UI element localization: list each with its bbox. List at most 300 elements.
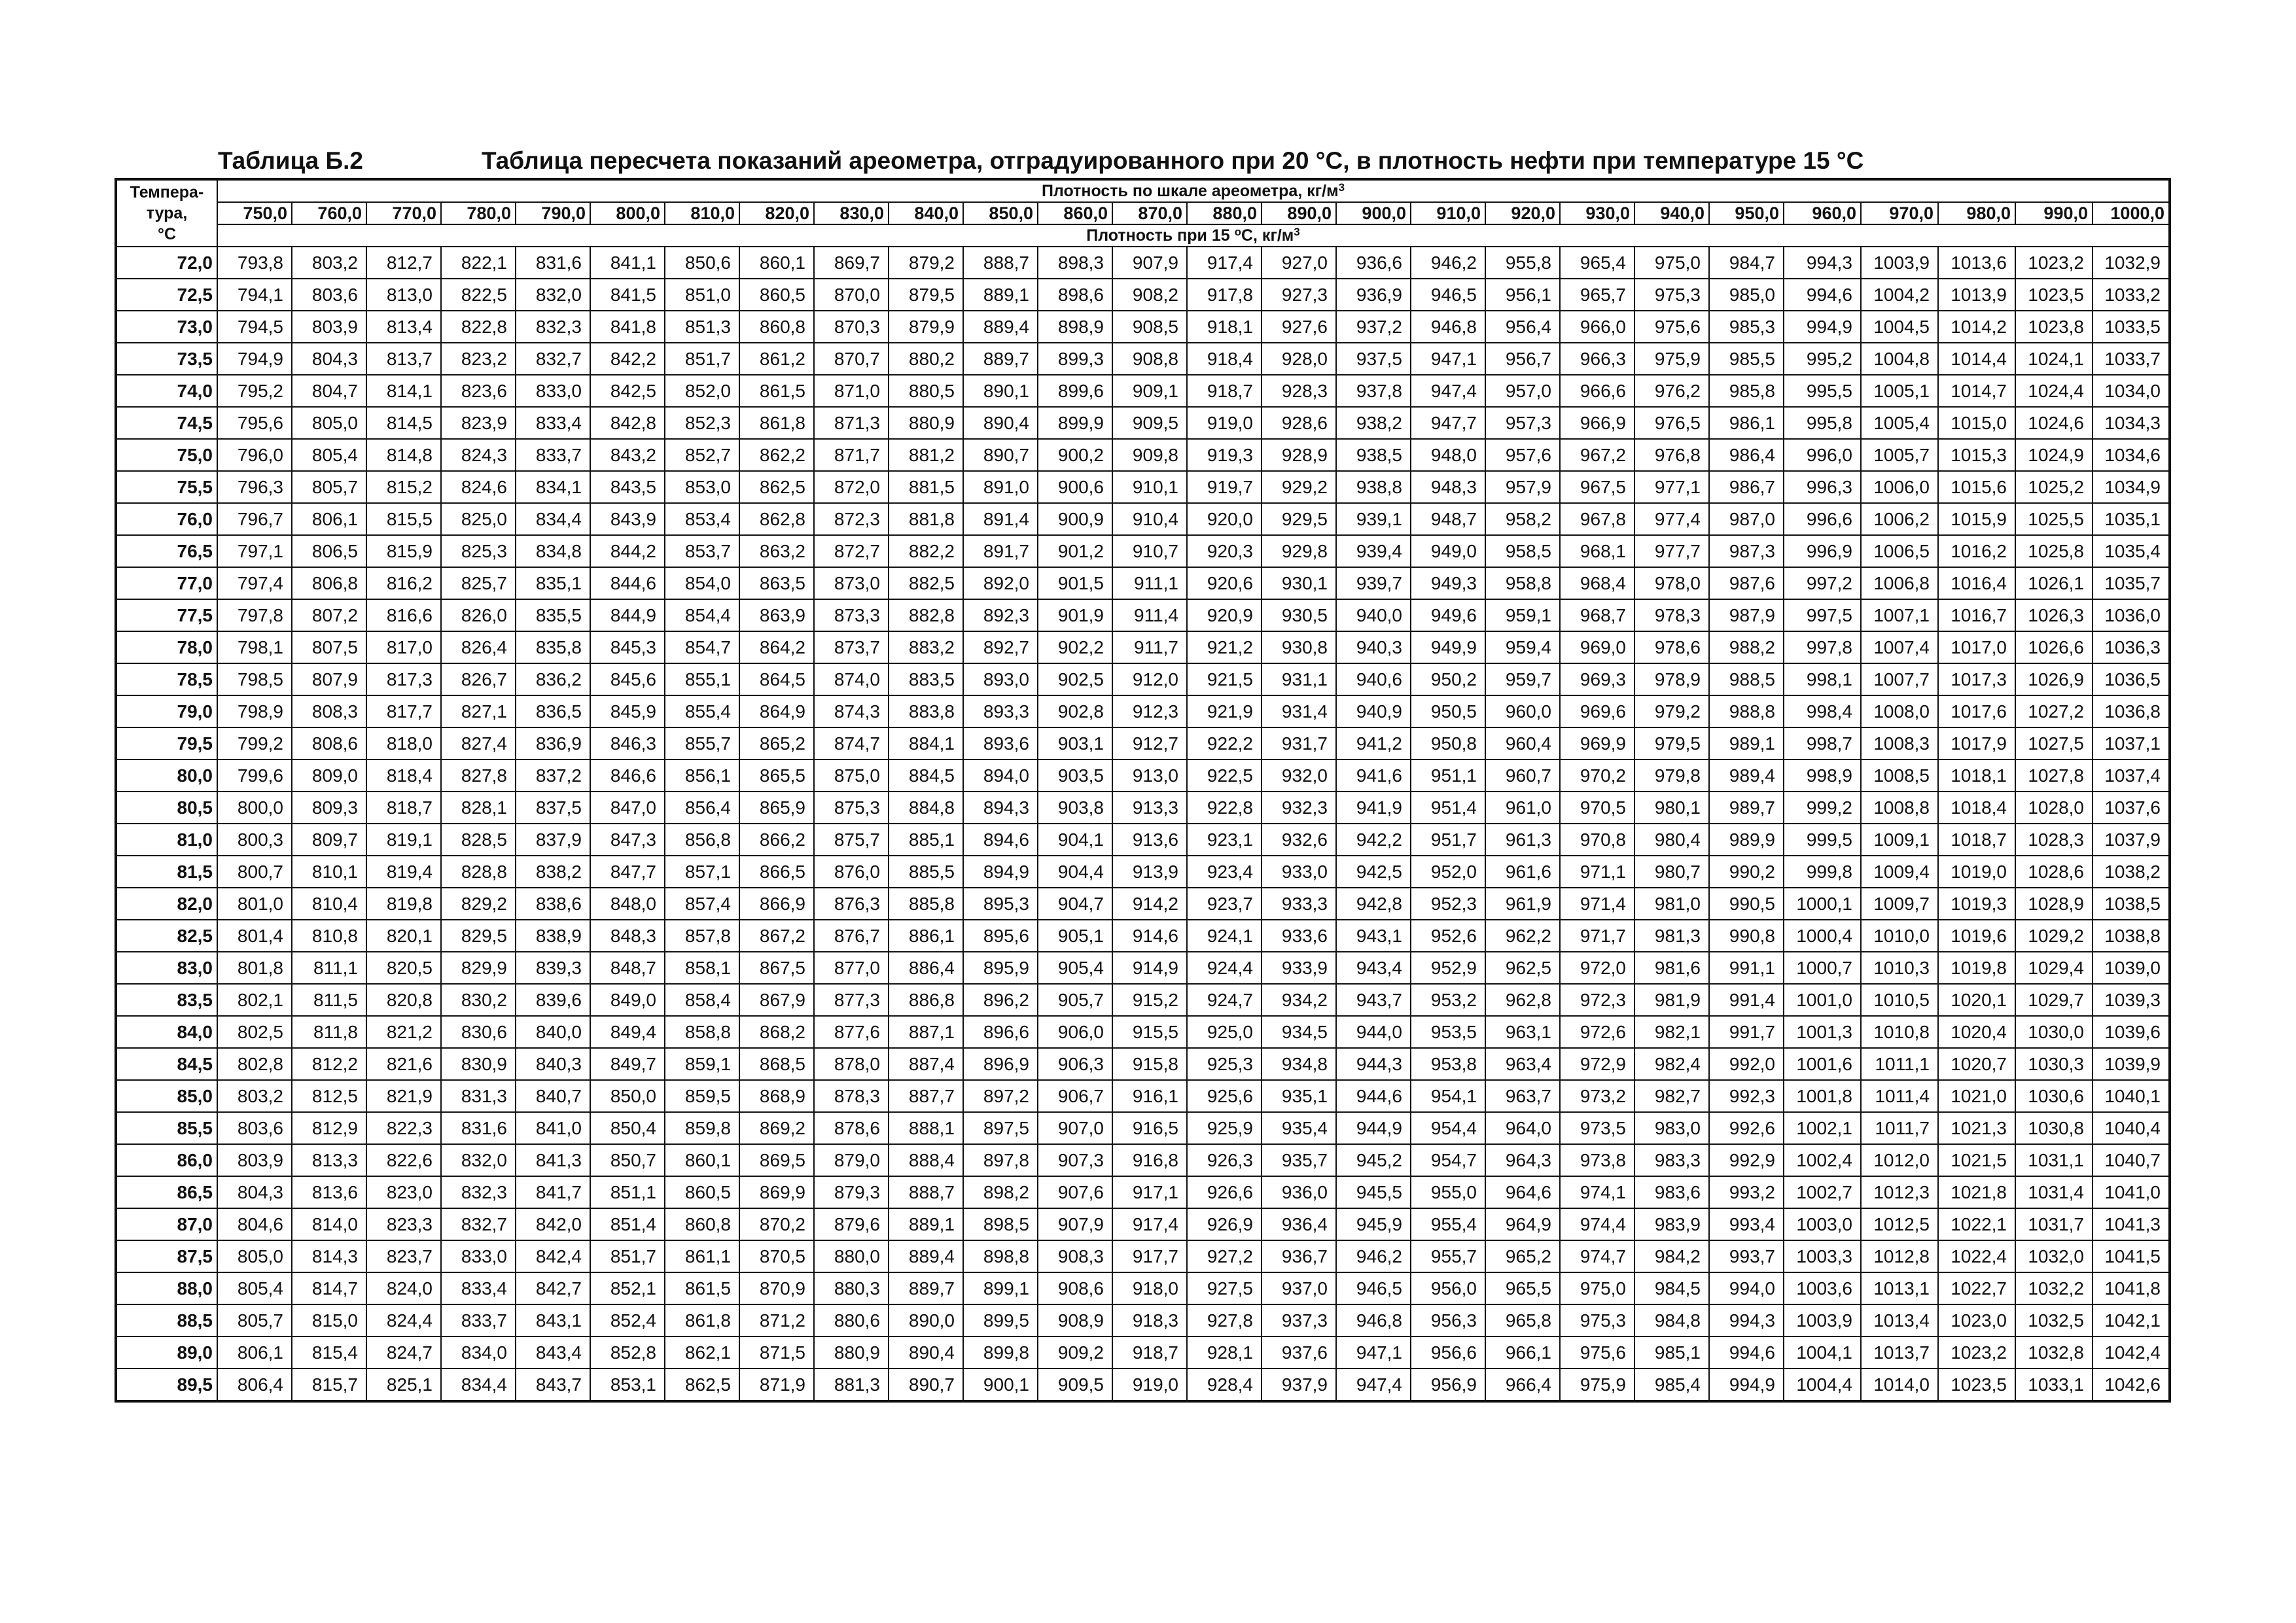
density-cell: 853,4 bbox=[665, 503, 739, 535]
density-cell: 1002,1 bbox=[1784, 1112, 1861, 1144]
density-cell: 987,3 bbox=[1709, 535, 1784, 567]
density-cell: 895,3 bbox=[963, 888, 1038, 920]
density-cell: 922,8 bbox=[1187, 792, 1262, 824]
density-cell: 860,8 bbox=[739, 311, 814, 343]
density-cell: 949,3 bbox=[1411, 567, 1485, 599]
scale-column-header: 840,0 bbox=[889, 202, 963, 224]
density-cell: 823,3 bbox=[366, 1208, 441, 1240]
scale-column-header: 780,0 bbox=[441, 202, 516, 224]
density-cell: 944,0 bbox=[1336, 1016, 1411, 1048]
density-cell: 840,3 bbox=[516, 1048, 590, 1080]
temperature-cell: 86,5 bbox=[116, 1176, 217, 1208]
density-cell: 900,2 bbox=[1038, 439, 1112, 471]
density-cell: 864,2 bbox=[739, 631, 814, 663]
density-cell: 948,7 bbox=[1411, 503, 1485, 535]
density-cell: 1015,0 bbox=[1938, 407, 2015, 439]
density-cell: 993,2 bbox=[1709, 1176, 1784, 1208]
density-cell: 1021,0 bbox=[1938, 1080, 2015, 1112]
density-cell: 921,9 bbox=[1187, 695, 1262, 727]
density-cell: 956,3 bbox=[1411, 1304, 1485, 1336]
density-cell: 974,4 bbox=[1560, 1208, 1634, 1240]
density-cell: 850,6 bbox=[665, 247, 739, 279]
density-cell: 1030,0 bbox=[2015, 1016, 2093, 1048]
density-cell: 1037,4 bbox=[2093, 759, 2170, 792]
density-cell: 845,3 bbox=[590, 631, 665, 663]
density-cell: 951,7 bbox=[1411, 824, 1485, 856]
density-cell: 1036,0 bbox=[2093, 599, 2170, 631]
temperature-cell: 72,0 bbox=[116, 247, 217, 279]
density-cell: 979,2 bbox=[1634, 695, 1709, 727]
density-cell: 857,8 bbox=[665, 920, 739, 952]
density-cell: 844,2 bbox=[590, 535, 665, 567]
density-cell: 1041,8 bbox=[2093, 1272, 2170, 1304]
density-cell: 879,9 bbox=[889, 311, 963, 343]
density-cell: 946,2 bbox=[1411, 247, 1485, 279]
density-cell: 1023,5 bbox=[1938, 1369, 2015, 1401]
density-cell: 926,3 bbox=[1187, 1144, 1262, 1176]
density-cell: 917,8 bbox=[1187, 279, 1262, 311]
density-cell: 953,5 bbox=[1411, 1016, 1485, 1048]
density-cell: 990,5 bbox=[1709, 888, 1784, 920]
density-cell: 843,1 bbox=[516, 1304, 590, 1336]
density-cell: 988,2 bbox=[1709, 631, 1784, 663]
density-cell: 816,6 bbox=[366, 599, 441, 631]
density-cell: 893,0 bbox=[963, 663, 1038, 695]
density-cell: 893,6 bbox=[963, 727, 1038, 759]
temperature-cell: 82,0 bbox=[116, 888, 217, 920]
temperature-cell: 76,0 bbox=[116, 503, 217, 535]
density-cell: 960,7 bbox=[1485, 759, 1560, 792]
density-cell: 896,2 bbox=[963, 984, 1038, 1016]
density-cell: 989,9 bbox=[1709, 824, 1784, 856]
density-cell: 991,7 bbox=[1709, 1016, 1784, 1048]
density-cell: 822,8 bbox=[441, 311, 516, 343]
degree-superscript: o bbox=[1234, 226, 1241, 238]
density-cell: 1003,9 bbox=[1861, 247, 1938, 279]
density-cell: 1017,3 bbox=[1938, 663, 2015, 695]
density-cell: 1003,3 bbox=[1784, 1240, 1861, 1272]
density-cell: 852,4 bbox=[590, 1304, 665, 1336]
density-cell: 905,1 bbox=[1038, 920, 1112, 952]
density-cell: 887,7 bbox=[889, 1080, 963, 1112]
density-cell: 881,2 bbox=[889, 439, 963, 471]
density-cell: 815,7 bbox=[292, 1369, 366, 1401]
density-cell: 844,9 bbox=[590, 599, 665, 631]
density-cell: 977,7 bbox=[1634, 535, 1709, 567]
table-row bbox=[116, 1208, 2170, 1240]
density-cell: 930,8 bbox=[1262, 631, 1336, 663]
density-cell: 957,3 bbox=[1485, 407, 1560, 439]
density-cell: 933,9 bbox=[1262, 952, 1336, 984]
density-cell: 1002,7 bbox=[1784, 1176, 1861, 1208]
density-cell: 1036,3 bbox=[2093, 631, 2170, 663]
density-cell: 996,0 bbox=[1784, 439, 1861, 471]
density-cell: 873,3 bbox=[814, 599, 889, 631]
density-cell: 804,3 bbox=[217, 1176, 292, 1208]
density-cell: 885,1 bbox=[889, 824, 963, 856]
density-cell: 918,0 bbox=[1112, 1272, 1187, 1304]
density-cell: 990,2 bbox=[1709, 856, 1784, 888]
density-cell: 860,1 bbox=[739, 247, 814, 279]
density-cell: 1032,5 bbox=[2015, 1304, 2093, 1336]
density-cell: 971,4 bbox=[1560, 888, 1634, 920]
density-cell: 838,6 bbox=[516, 888, 590, 920]
density-cell: 819,4 bbox=[366, 856, 441, 888]
density-cell: 798,5 bbox=[217, 663, 292, 695]
density-cell: 1030,8 bbox=[2015, 1112, 2093, 1144]
density-cell: 894,9 bbox=[963, 856, 1038, 888]
density-cell: 931,4 bbox=[1262, 695, 1336, 727]
temperature-cell: 86,0 bbox=[116, 1144, 217, 1176]
density-cell: 979,5 bbox=[1634, 727, 1709, 759]
density-cell: 1036,8 bbox=[2093, 695, 2170, 727]
density-cell: 842,0 bbox=[516, 1208, 590, 1240]
density-cell: 887,1 bbox=[889, 1016, 963, 1048]
density-cell: 914,9 bbox=[1112, 952, 1187, 984]
density-cell: 892,3 bbox=[963, 599, 1038, 631]
density-cell: 903,8 bbox=[1038, 792, 1112, 824]
density-cell: 827,4 bbox=[441, 727, 516, 759]
table-row bbox=[116, 599, 2170, 631]
density-cell: 925,9 bbox=[1187, 1112, 1262, 1144]
density-cell: 832,7 bbox=[441, 1208, 516, 1240]
density-cell: 1006,2 bbox=[1861, 503, 1938, 535]
density-cell: 840,0 bbox=[516, 1016, 590, 1048]
density-cell: 904,7 bbox=[1038, 888, 1112, 920]
temperature-cell: 77,5 bbox=[116, 599, 217, 631]
header-row-density15 bbox=[116, 224, 2170, 247]
density-cell: 991,4 bbox=[1709, 984, 1784, 1016]
density-cell: 1012,0 bbox=[1861, 1144, 1938, 1176]
header-row-scale-columns bbox=[116, 202, 2170, 224]
density-cell: 975,3 bbox=[1560, 1304, 1634, 1336]
density-cell: 807,9 bbox=[292, 663, 366, 695]
density-cell: 907,9 bbox=[1038, 1208, 1112, 1240]
density-cell: 808,3 bbox=[292, 695, 366, 727]
table-row bbox=[116, 695, 2170, 727]
density-cell: 963,1 bbox=[1485, 1016, 1560, 1048]
density-cell: 811,1 bbox=[292, 952, 366, 984]
density-cell: 942,5 bbox=[1336, 856, 1411, 888]
density-cell: 975,6 bbox=[1560, 1336, 1634, 1369]
density-cell: 1013,7 bbox=[1861, 1336, 1938, 1369]
density-cell: 879,3 bbox=[814, 1176, 889, 1208]
density-cell: 913,3 bbox=[1112, 792, 1187, 824]
density-cell: 997,8 bbox=[1784, 631, 1861, 663]
density-cell: 1024,6 bbox=[2015, 407, 2093, 439]
cube-superscript-2: 3 bbox=[1294, 226, 1300, 238]
density-cell: 817,7 bbox=[366, 695, 441, 727]
scale-column-header: 900,0 bbox=[1336, 202, 1411, 224]
density-cell: 1028,3 bbox=[2015, 824, 2093, 856]
density-cell: 950,2 bbox=[1411, 663, 1485, 695]
density-cell: 831,6 bbox=[516, 247, 590, 279]
density-cell: 833,4 bbox=[516, 407, 590, 439]
density-cell: 799,6 bbox=[217, 759, 292, 792]
table-row bbox=[116, 1272, 2170, 1304]
density-cell: 899,5 bbox=[963, 1304, 1038, 1336]
density-cell: 918,7 bbox=[1187, 375, 1262, 407]
density-cell: 939,4 bbox=[1336, 535, 1411, 567]
density-cell: 932,6 bbox=[1262, 824, 1336, 856]
density-cell: 987,9 bbox=[1709, 599, 1784, 631]
density-cell: 972,0 bbox=[1560, 952, 1634, 984]
density-cell: 822,6 bbox=[366, 1144, 441, 1176]
density-cell: 1022,4 bbox=[1938, 1240, 2015, 1272]
density-cell: 859,5 bbox=[665, 1080, 739, 1112]
density-cell: 825,7 bbox=[441, 567, 516, 599]
density-cell: 905,4 bbox=[1038, 952, 1112, 984]
density-cell: 907,0 bbox=[1038, 1112, 1112, 1144]
density-cell: 973,2 bbox=[1560, 1080, 1634, 1112]
density-cell: 841,5 bbox=[590, 279, 665, 311]
temperature-cell: 75,5 bbox=[116, 471, 217, 503]
density-cell: 909,5 bbox=[1038, 1369, 1112, 1401]
density-cell: 806,8 bbox=[292, 567, 366, 599]
density-cell: 822,1 bbox=[441, 247, 516, 279]
density-cell: 1008,5 bbox=[1861, 759, 1938, 792]
density-cell: 879,5 bbox=[889, 279, 963, 311]
density-cell: 944,6 bbox=[1336, 1080, 1411, 1112]
density-cell: 852,0 bbox=[665, 375, 739, 407]
density-cell: 962,8 bbox=[1485, 984, 1560, 1016]
density-cell: 992,6 bbox=[1709, 1112, 1784, 1144]
density-cell: 999,8 bbox=[1784, 856, 1861, 888]
density-cell: 937,9 bbox=[1262, 1369, 1336, 1401]
density-cell: 1010,3 bbox=[1861, 952, 1938, 984]
table-row bbox=[116, 1048, 2170, 1080]
scale-column-header: 830,0 bbox=[814, 202, 889, 224]
density-cell: 1036,5 bbox=[2093, 663, 2170, 695]
density-cell: 965,8 bbox=[1485, 1304, 1560, 1336]
density-cell: 1032,8 bbox=[2015, 1336, 2093, 1369]
density-cell: 800,3 bbox=[217, 824, 292, 856]
density-cell: 948,3 bbox=[1411, 471, 1485, 503]
density-cell: 806,1 bbox=[217, 1336, 292, 1369]
table-row bbox=[116, 1336, 2170, 1369]
density-cell: 823,9 bbox=[441, 407, 516, 439]
density-cell: 1015,3 bbox=[1938, 439, 2015, 471]
density-cell: 930,5 bbox=[1262, 599, 1336, 631]
density-cell: 942,2 bbox=[1336, 824, 1411, 856]
density-cell: 985,3 bbox=[1709, 311, 1784, 343]
density-cell: 870,0 bbox=[814, 279, 889, 311]
density-cell: 902,5 bbox=[1038, 663, 1112, 695]
density-cell: 944,3 bbox=[1336, 1048, 1411, 1080]
density-cell: 793,8 bbox=[217, 247, 292, 279]
density-cell: 894,0 bbox=[963, 759, 1038, 792]
temperature-cell: 82,5 bbox=[116, 920, 217, 952]
density-cell: 840,7 bbox=[516, 1080, 590, 1112]
density-cell: 867,9 bbox=[739, 984, 814, 1016]
density-cell: 875,3 bbox=[814, 792, 889, 824]
density-cell: 955,0 bbox=[1411, 1176, 1485, 1208]
density-cell: 1007,4 bbox=[1861, 631, 1938, 663]
density-cell: 819,1 bbox=[366, 824, 441, 856]
density-cell: 910,4 bbox=[1112, 503, 1187, 535]
density-cell: 818,4 bbox=[366, 759, 441, 792]
table-title bbox=[218, 143, 2050, 179]
density-cell: 965,2 bbox=[1485, 1240, 1560, 1272]
scale-column-header: 890,0 bbox=[1262, 202, 1336, 224]
density-cell: 1015,9 bbox=[1938, 503, 2015, 535]
density-cell: 814,3 bbox=[292, 1240, 366, 1272]
temperature-cell: 79,5 bbox=[116, 727, 217, 759]
density-cell: 843,2 bbox=[590, 439, 665, 471]
density-cell: 1009,4 bbox=[1861, 856, 1938, 888]
density-cell: 937,2 bbox=[1336, 311, 1411, 343]
density-cell: 810,4 bbox=[292, 888, 366, 920]
density-cell: 843,4 bbox=[516, 1336, 590, 1369]
density-cell: 859,1 bbox=[665, 1048, 739, 1080]
density-cell: 828,5 bbox=[441, 824, 516, 856]
density-cell: 891,4 bbox=[963, 503, 1038, 535]
density-cell: 896,6 bbox=[963, 1016, 1038, 1048]
density-cell: 1042,6 bbox=[2093, 1369, 2170, 1401]
density-cell: 834,8 bbox=[516, 535, 590, 567]
density-cell: 860,5 bbox=[739, 279, 814, 311]
density-cell: 925,6 bbox=[1187, 1080, 1262, 1112]
density-cell: 923,4 bbox=[1187, 856, 1262, 888]
density-cell: 952,6 bbox=[1411, 920, 1485, 952]
density-cell: 876,3 bbox=[814, 888, 889, 920]
density-cell: 1025,2 bbox=[2015, 471, 2093, 503]
density-cell: 899,1 bbox=[963, 1272, 1038, 1304]
density-cell: 1010,0 bbox=[1861, 920, 1938, 952]
density-cell: 825,3 bbox=[441, 535, 516, 567]
density-cell: 845,6 bbox=[590, 663, 665, 695]
density-cell: 995,8 bbox=[1784, 407, 1861, 439]
density-cell: 940,0 bbox=[1336, 599, 1411, 631]
density-cell: 965,5 bbox=[1485, 1272, 1560, 1304]
density-cell: 851,3 bbox=[665, 311, 739, 343]
table-number: Таблица Б.2 bbox=[218, 147, 363, 174]
density-cell: 898,9 bbox=[1038, 311, 1112, 343]
density-cell: 1028,9 bbox=[2015, 888, 2093, 920]
table-row bbox=[116, 1144, 2170, 1176]
density-cell: 881,8 bbox=[889, 503, 963, 535]
density-cell: 1038,2 bbox=[2093, 856, 2170, 888]
density-cell: 848,3 bbox=[590, 920, 665, 952]
density-cell: 972,3 bbox=[1560, 984, 1634, 1016]
density-cell: 920,9 bbox=[1187, 599, 1262, 631]
density-cell: 868,2 bbox=[739, 1016, 814, 1048]
density-cell: 952,0 bbox=[1411, 856, 1485, 888]
density-cell: 961,9 bbox=[1485, 888, 1560, 920]
density-cell: 903,1 bbox=[1038, 727, 1112, 759]
density-cell: 811,5 bbox=[292, 984, 366, 1016]
density-cell: 1001,8 bbox=[1784, 1080, 1861, 1112]
density-cell: 852,7 bbox=[665, 439, 739, 471]
density-cell: 947,1 bbox=[1336, 1336, 1411, 1369]
density-cell: 844,6 bbox=[590, 567, 665, 599]
density-cell: 800,7 bbox=[217, 856, 292, 888]
density-cell: 968,7 bbox=[1560, 599, 1634, 631]
density-cell: 1027,2 bbox=[2015, 695, 2093, 727]
density-cell: 952,3 bbox=[1411, 888, 1485, 920]
density-cell: 927,0 bbox=[1262, 247, 1336, 279]
density-cell: 904,4 bbox=[1038, 856, 1112, 888]
density-cell: 801,0 bbox=[217, 888, 292, 920]
density-cell: 995,2 bbox=[1784, 343, 1861, 375]
density-cell: 861,8 bbox=[739, 407, 814, 439]
density-cell: 1013,1 bbox=[1861, 1272, 1938, 1304]
density-cell: 946,5 bbox=[1336, 1272, 1411, 1304]
density-cell: 1042,4 bbox=[2093, 1336, 2170, 1369]
density-cell: 1011,4 bbox=[1861, 1080, 1938, 1112]
density-cell: 871,7 bbox=[814, 439, 889, 471]
scale-column-header: 970,0 bbox=[1861, 202, 1938, 224]
density-cell: 963,7 bbox=[1485, 1080, 1560, 1112]
density-cell: 889,4 bbox=[889, 1240, 963, 1272]
density-cell: 888,7 bbox=[963, 247, 1038, 279]
density-cell: 974,1 bbox=[1560, 1176, 1634, 1208]
density-cell: 866,2 bbox=[739, 824, 814, 856]
density-cell: 813,0 bbox=[366, 279, 441, 311]
scale-column-header: 980,0 bbox=[1938, 202, 2015, 224]
density-cell: 804,7 bbox=[292, 375, 366, 407]
density-cell: 949,6 bbox=[1411, 599, 1485, 631]
density-cell: 994,3 bbox=[1784, 247, 1861, 279]
density-cell: 896,9 bbox=[963, 1048, 1038, 1080]
density-cell: 869,7 bbox=[814, 247, 889, 279]
density-cell: 955,8 bbox=[1485, 247, 1560, 279]
density-cell: 929,5 bbox=[1262, 503, 1336, 535]
density-cell: 894,6 bbox=[963, 824, 1038, 856]
density-cell: 913,0 bbox=[1112, 759, 1187, 792]
density-cell: 825,0 bbox=[441, 503, 516, 535]
density-cell: 888,4 bbox=[889, 1144, 963, 1176]
density-cell: 812,5 bbox=[292, 1080, 366, 1112]
density-cell: 850,0 bbox=[590, 1080, 665, 1112]
density-cell: 908,6 bbox=[1038, 1272, 1112, 1304]
density-cell: 965,4 bbox=[1560, 247, 1634, 279]
density15-label-b: C, кг/м bbox=[1241, 226, 1294, 245]
density-cell: 821,2 bbox=[366, 1016, 441, 1048]
density-cell: 822,5 bbox=[441, 279, 516, 311]
density-cell: 899,9 bbox=[1038, 407, 1112, 439]
density-cell: 981,3 bbox=[1634, 920, 1709, 952]
density-cell: 959,4 bbox=[1485, 631, 1560, 663]
density-cell: 996,6 bbox=[1784, 503, 1861, 535]
density-cell: 909,2 bbox=[1038, 1336, 1112, 1369]
density-cell: 929,8 bbox=[1262, 535, 1336, 567]
density-cell: 823,7 bbox=[366, 1240, 441, 1272]
density-cell: 1006,5 bbox=[1861, 535, 1938, 567]
density-cell: 908,3 bbox=[1038, 1240, 1112, 1272]
density-cell: 934,8 bbox=[1262, 1048, 1336, 1080]
density-cell: 796,0 bbox=[217, 439, 292, 471]
density-cell: 841,3 bbox=[516, 1144, 590, 1176]
density-cell: 965,7 bbox=[1560, 279, 1634, 311]
density-cell: 892,7 bbox=[963, 631, 1038, 663]
density-cell: 871,5 bbox=[739, 1336, 814, 1369]
temperature-cell: 80,5 bbox=[116, 792, 217, 824]
density-cell: 938,8 bbox=[1336, 471, 1411, 503]
density-cell: 980,1 bbox=[1634, 792, 1709, 824]
density-cell: 987,6 bbox=[1709, 567, 1784, 599]
density-cell: 898,6 bbox=[1038, 279, 1112, 311]
density-cell: 860,1 bbox=[665, 1144, 739, 1176]
density-cell: 964,6 bbox=[1485, 1176, 1560, 1208]
density-cell: 831,6 bbox=[441, 1112, 516, 1144]
density-cell: 907,3 bbox=[1038, 1144, 1112, 1176]
density-cell: 936,0 bbox=[1262, 1176, 1336, 1208]
density-cell: 956,9 bbox=[1411, 1369, 1485, 1401]
temperature-cell: 74,0 bbox=[116, 375, 217, 407]
density-cell: 842,2 bbox=[590, 343, 665, 375]
density-cell: 1000,7 bbox=[1784, 952, 1861, 984]
